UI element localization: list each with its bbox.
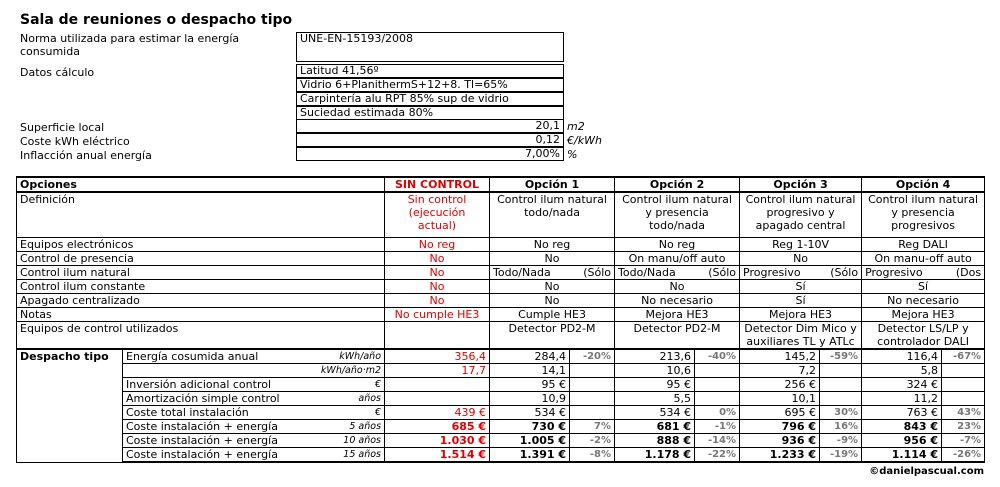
equipos-control-o4: Detector LS/LP y controlador DALI <box>862 321 985 349</box>
header-opciones: Opciones <box>17 177 385 192</box>
despacho-o2-percent <box>695 392 740 406</box>
despacho-o1-percent <box>570 406 615 420</box>
despacho-o4-percent: -67% <box>942 349 985 364</box>
despacho-o3-percent: 16% <box>820 420 862 434</box>
constante-label: Control ilum constante <box>17 279 385 293</box>
natural-o4 <box>862 265 985 279</box>
despacho-o1-percent: -2% <box>570 434 615 448</box>
despacho-row-text: Inversión adicional control <box>126 378 272 391</box>
despacho-row <box>17 406 985 420</box>
equipos-control-row <box>17 321 985 349</box>
natural-o3 <box>740 265 862 279</box>
despacho-o1-percent: -20% <box>570 349 615 364</box>
notas-o3: Mejora HE3 <box>740 307 862 321</box>
despacho-o1-percent <box>570 378 615 392</box>
despacho-row-text: Coste instalación + energía <box>126 434 278 447</box>
despacho-o3-value: 1.233 € <box>740 448 820 463</box>
despacho-o3-value: 796 € <box>740 420 820 434</box>
despacho-o2-percent: -40% <box>695 349 740 364</box>
despacho-row-text: Coste instalación + energía <box>126 420 278 433</box>
natural-o1 <box>490 265 615 279</box>
despacho-o3-percent <box>820 364 862 378</box>
apagado-label: Apagado centralizado <box>17 293 385 307</box>
despacho-row-label <box>123 364 385 378</box>
header-opcion-3: Opción 3 <box>740 177 862 192</box>
despacho-o4-percent <box>942 378 985 392</box>
despacho-sin-value: 685 € <box>385 420 490 434</box>
constante-sin: No <box>385 279 490 293</box>
despacho-sin-value: 356,4 <box>385 349 490 364</box>
presencia-o4: On manu-off auto <box>862 251 985 265</box>
despacho-row <box>17 420 985 434</box>
coste-unit: €/kWh <box>567 134 602 147</box>
despacho-o3-value: 695 € <box>740 406 820 420</box>
notas-label: Notas <box>17 307 385 321</box>
definicion-o3: Control ilum natural progresivo y apagado central <box>740 192 862 237</box>
despacho-o1-value: 534 € <box>490 406 570 420</box>
despacho-o1-value: 1.005 € <box>490 434 570 448</box>
constante-row <box>17 279 985 293</box>
despacho-o3-value: 936 € <box>740 434 820 448</box>
despacho-row-unit: 5 años <box>349 421 382 432</box>
despacho-row-unit: kWh/año·m2 <box>320 365 382 376</box>
despacho-o4-value: 116,4 <box>862 349 942 364</box>
despacho-row <box>17 448 985 463</box>
despacho-o1-value: 284,4 <box>490 349 570 364</box>
datos-label: Datos cálculo <box>20 66 95 79</box>
despacho-o4-value: 5,8 <box>862 364 942 378</box>
despacho-o1-value: 730 € <box>490 420 570 434</box>
despacho-o2-percent: 0% <box>695 406 740 420</box>
despacho-row-unit: € <box>374 407 382 418</box>
norma-label: Norma utilizada para estimar la energía consumida <box>20 32 240 58</box>
despacho-row-label <box>123 420 385 434</box>
despacho-o4-value: 1.114 € <box>862 448 942 463</box>
presencia-o1: No <box>490 251 615 265</box>
natural-label: Control ilum natural <box>17 265 385 279</box>
despacho-row-text: Amortización simple control <box>126 392 280 405</box>
despacho-o3-percent <box>820 392 862 406</box>
header-opcion-2: Opción 2 <box>615 177 740 192</box>
definicion-label: Definición <box>17 192 385 237</box>
equipos-control-sin <box>385 321 490 349</box>
constante-o3: Sí <box>740 279 862 293</box>
despacho-row <box>17 434 985 448</box>
despacho-o2-value: 5,5 <box>615 392 695 406</box>
despacho-o2-percent: -14% <box>695 434 740 448</box>
header-opcion-1: Opción 1 <box>490 177 615 192</box>
despacho-o3-percent: -9% <box>820 434 862 448</box>
natural-o2-b: (Sólo <box>708 265 737 279</box>
despacho-o3-value: 256 € <box>740 378 820 392</box>
superficie-value: 20,1 <box>296 119 564 133</box>
despacho-row-text: Coste total instalación <box>126 406 249 419</box>
notas-row <box>17 307 985 321</box>
natural-o1-b: (Sólo <box>583 265 612 279</box>
presencia-o3: No <box>740 251 862 265</box>
despacho-section <box>17 349 985 462</box>
equipos-o2: No reg <box>615 237 740 251</box>
despacho-o3-value: 145,2 <box>740 349 820 364</box>
equipos-control-o3: Detector Dim Mico y auxiliares TL y ATLc <box>740 321 862 349</box>
datos-value-2: Vidrio 6+PlanithermS+12+8. Tl=65% <box>296 78 564 92</box>
notas-o4: Mejora HE3 <box>862 307 985 321</box>
despacho-row-text: Energía cosumida anual <box>126 350 259 363</box>
despacho-row-unit: 15 años <box>343 449 382 460</box>
equipos-o4: Reg DALI <box>862 237 985 251</box>
despacho-o2-value: 10,6 <box>615 364 695 378</box>
despacho-o1-value: 10,9 <box>490 392 570 406</box>
despacho-o2-percent <box>695 364 740 378</box>
despacho-row-label <box>123 448 385 463</box>
despacho-o1-value: 95 € <box>490 378 570 392</box>
despacho-o2-value: 213,6 <box>615 349 695 364</box>
apagado-o1: No <box>490 293 615 307</box>
definicion-sin: Sin control (ejecución actual) <box>385 192 490 237</box>
equipos-o3: Reg 1-10V <box>740 237 862 251</box>
despacho-o3-percent <box>820 378 862 392</box>
despacho-row <box>17 392 985 406</box>
apagado-o2: No necesario <box>615 293 740 307</box>
inflacion-label: Inflacción anual energía <box>20 149 152 162</box>
despacho-row-unit: kWh/año <box>339 351 382 362</box>
despacho-o2-percent: -1% <box>695 420 740 434</box>
definicion-row <box>17 192 985 237</box>
equipos-o1: No reg <box>490 237 615 251</box>
despacho-o1-value: 14,1 <box>490 364 570 378</box>
header-sin-control: SIN CONTROL <box>385 177 490 192</box>
despacho-sin-value: 17,7 <box>385 364 490 378</box>
despacho-sin-value <box>385 392 490 406</box>
despacho-o2-value: 534 € <box>615 406 695 420</box>
natural-o2-a: Todo/Nada <box>618 265 676 279</box>
inflacion-unit: % <box>567 148 578 161</box>
despacho-row-label <box>123 434 385 448</box>
natural-o3-a: Progresivo <box>743 265 801 279</box>
despacho-row-label <box>123 378 385 392</box>
notas-sin: No cumple HE3 <box>385 307 490 321</box>
despacho-o3-percent: 30% <box>820 406 862 420</box>
constante-o1: No <box>490 279 615 293</box>
natural-o4-a: Progresivo <box>865 265 923 279</box>
equipos-control-o2: Detector PD2-M <box>615 321 740 349</box>
despacho-o4-percent: 23% <box>942 420 985 434</box>
despacho-o3-percent: -59% <box>820 349 862 364</box>
notas-o1: Cumple HE3 <box>490 307 615 321</box>
despacho-row-label <box>123 392 385 406</box>
credit-text: ©danielpascual.com <box>869 466 984 477</box>
coste-label: Coste kWh eléctrico <box>20 135 130 148</box>
constante-o4: Sí <box>862 279 985 293</box>
definicion-o2: Control ilum natural y presencia todo/nada <box>615 192 740 237</box>
equipos-sin: No reg <box>385 237 490 251</box>
datos-value-4: Suciedad estimada 80% <box>296 106 564 120</box>
header-opcion-4: Opción 4 <box>862 177 985 192</box>
natural-o2 <box>615 265 740 279</box>
despacho-o2-percent: -22% <box>695 448 740 463</box>
definicion-o1: Control ilum natural todo/nada <box>490 192 615 237</box>
equipos-label: Equipos electrónicos <box>17 237 385 251</box>
presencia-row <box>17 251 985 265</box>
presencia-o2: On manu/off auto <box>615 251 740 265</box>
datos-value-3: Carpintería alu RPT 85% sup de vidrio <box>296 92 564 106</box>
header-row <box>17 177 985 192</box>
despacho-row-unit: € <box>374 379 382 390</box>
datos-value-1: Latitud 41,56º <box>296 64 564 78</box>
definicion-o4: Control ilum natural y presencia progresivos <box>862 192 985 237</box>
despacho-o1-percent <box>570 364 615 378</box>
superficie-label: Superficie local <box>20 121 105 134</box>
options-table <box>16 176 985 463</box>
despacho-o4-value: 956 € <box>862 434 942 448</box>
despacho-o4-value: 763 € <box>862 406 942 420</box>
despacho-o2-value: 1.178 € <box>615 448 695 463</box>
despacho-sin-value: 1.514 € <box>385 448 490 463</box>
natural-o3-b: (Sólo <box>830 265 859 279</box>
despacho-o4-percent: 43% <box>942 406 985 420</box>
despacho-sin-value: 1.030 € <box>385 434 490 448</box>
coste-value: 0,12 <box>296 133 564 147</box>
despacho-row <box>17 378 985 392</box>
despacho-o2-value: 95 € <box>615 378 695 392</box>
despacho-row-unit: 10 años <box>343 435 382 446</box>
despacho-o3-value: 7,2 <box>740 364 820 378</box>
presencia-label: Control de presencia <box>17 251 385 265</box>
despacho-o3-percent: -19% <box>820 448 862 463</box>
natural-row <box>17 265 985 279</box>
despacho-o1-percent: 7% <box>570 420 615 434</box>
apagado-o4: No necesario <box>862 293 985 307</box>
despacho-o4-value: 11,2 <box>862 392 942 406</box>
equipos-control-label: Equipos de control utilizados <box>17 321 385 349</box>
notas-o2: Mejora HE3 <box>615 307 740 321</box>
despacho-o2-value: 681 € <box>615 420 695 434</box>
despacho-o1-percent: -8% <box>570 448 615 463</box>
despacho-row <box>17 364 985 378</box>
despacho-o1-percent <box>570 392 615 406</box>
despacho-o4-percent <box>942 364 985 378</box>
apagado-o3: Sí <box>740 293 862 307</box>
natural-o4-b: (Dos <box>955 265 982 279</box>
despacho-o4-percent: -26% <box>942 448 985 463</box>
despacho-row <box>17 349 985 364</box>
apagado-row <box>17 293 985 307</box>
inflacion-value: 7,00% <box>296 147 564 161</box>
superficie-unit: m2 <box>567 120 585 133</box>
despacho-o4-value: 843 € <box>862 420 942 434</box>
page-title: Sala de reuniones o despacho tipo <box>20 12 293 28</box>
equipos-row <box>17 237 985 251</box>
despacho-sin-value: 439 € <box>385 406 490 420</box>
despacho-row-unit: años <box>358 393 382 404</box>
despacho-sin-value <box>385 378 490 392</box>
despacho-o2-percent <box>695 378 740 392</box>
despacho-o4-value: 324 € <box>862 378 942 392</box>
natural-sin: No <box>385 265 490 279</box>
despacho-label: Despacho tipo <box>17 349 123 462</box>
despacho-o1-value: 1.391 € <box>490 448 570 463</box>
despacho-o4-percent <box>942 392 985 406</box>
norma-value: UNE-EN-15193/2008 <box>296 32 564 62</box>
despacho-o4-percent: -7% <box>942 434 985 448</box>
despacho-row-label <box>123 349 385 364</box>
despacho-row-label <box>123 406 385 420</box>
constante-o2: No <box>615 279 740 293</box>
presencia-sin: No <box>385 251 490 265</box>
despacho-o2-value: 888 € <box>615 434 695 448</box>
natural-o1-a: Todo/Nada <box>493 265 551 279</box>
equipos-control-o1: Detector PD2-M <box>490 321 615 349</box>
apagado-sin: No <box>385 293 490 307</box>
despacho-o3-value: 10,1 <box>740 392 820 406</box>
despacho-row-text: Coste instalación + energía <box>126 448 278 461</box>
